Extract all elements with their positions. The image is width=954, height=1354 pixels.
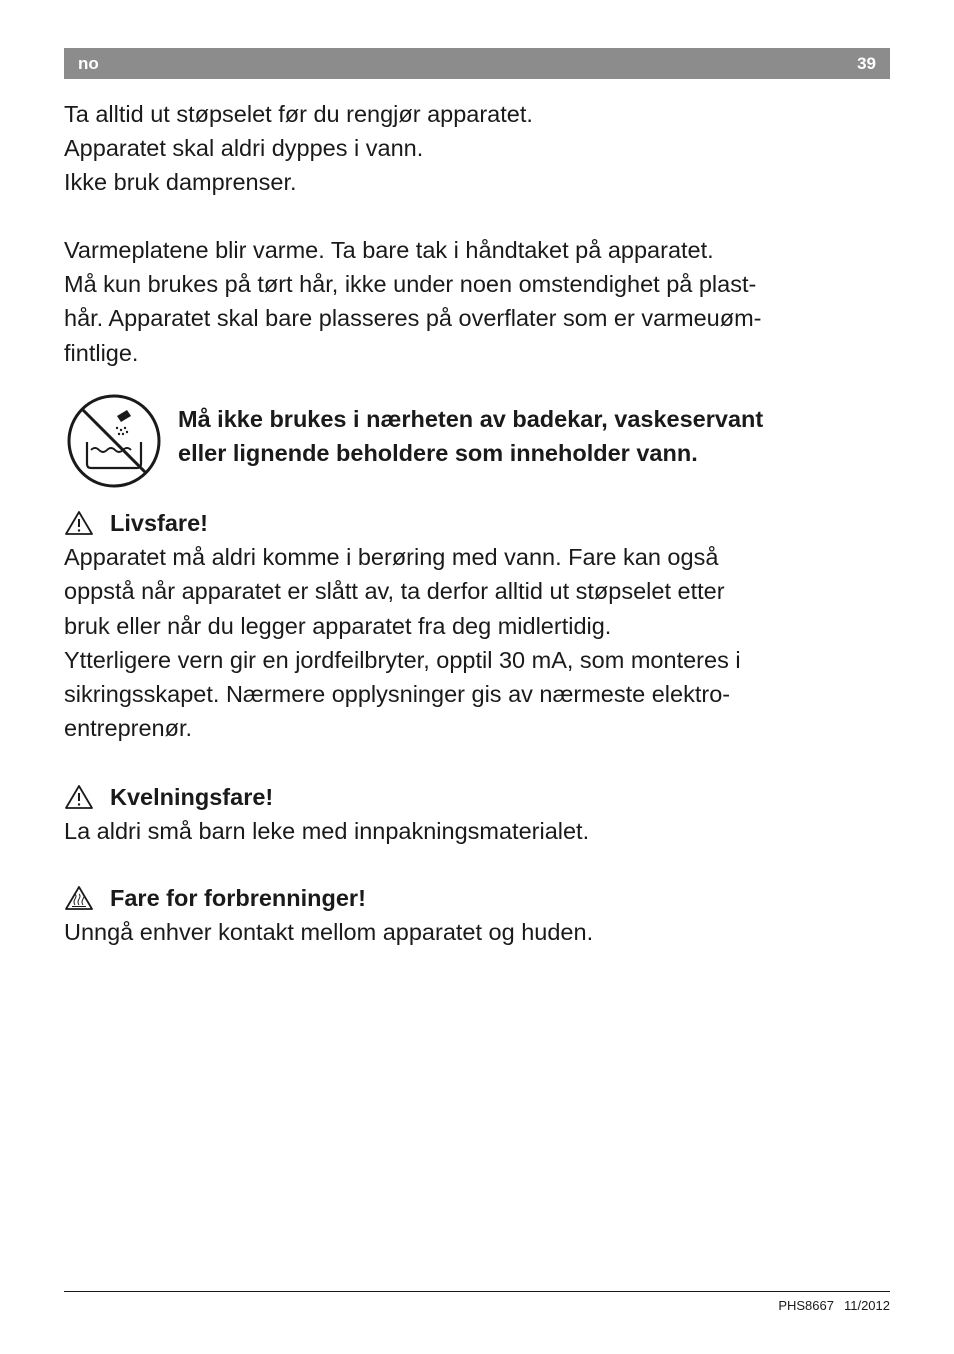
danger-section (64, 506, 890, 745)
suffocation-heading (64, 780, 890, 814)
page-number: 39 (857, 54, 876, 73)
header-bar (64, 48, 890, 79)
danger-heading (64, 506, 890, 540)
text-line: Apparatet skal aldri dyppes i vann. (64, 135, 424, 162)
print-date: 11/2012 (843, 1298, 890, 1313)
text-line: Må kun brukes på tørt hår, ikke under noen omstendighet på plast- (64, 271, 757, 298)
no-water-bath-icon (65, 392, 163, 490)
suffocation-title: Kvelningsfare! (110, 784, 274, 810)
text-line: Må ikke brukes i nærheten av badekar, vaskeservant (178, 406, 764, 432)
text-line: Varmeplatene blir varme. Ta bare tak i håndtaket på apparatet. (64, 237, 714, 263)
burns-heading (64, 881, 890, 915)
text-line: Ta alltid ut støpselet før du rengjør apparatet. (64, 101, 533, 127)
intro-paragraph (64, 97, 890, 200)
text-line: bruk eller når du legger apparatet fra deg midlertidig. (64, 612, 612, 639)
text-line: entreprenør. (64, 715, 193, 742)
text-line: Ikke bruk damprenser. (64, 169, 297, 196)
footer (778, 1298, 890, 1313)
text-line: La aldri små barn leke med innpakningsmaterialet. (64, 818, 590, 845)
water-warning-text (178, 402, 890, 470)
burns-title: Fare for forbrenninger! (110, 885, 366, 911)
burns-section (64, 881, 890, 949)
warning-triangle-icon (64, 784, 94, 810)
text-line: hår. Apparatet skal bare plasseres på overflater som er varmeuøm- (64, 305, 762, 332)
text-line: sikringsskapet. Nærmere opplysninger gis av nærmeste elektro- (64, 681, 731, 708)
suffocation-section (64, 780, 890, 848)
hot-surface-warning-icon (64, 885, 94, 911)
warning-triangle-icon (64, 510, 94, 536)
model-number: PHS8667 (778, 1298, 834, 1313)
heat-paragraph (64, 233, 890, 370)
text-line: fintlige. (64, 339, 139, 366)
text-line: Unngå enhver kontakt mellom apparatet og huden. (64, 919, 594, 946)
text-line: Apparatet må aldri komme i berøring med vann. Fare kan også (64, 544, 719, 571)
footer-divider (64, 1291, 890, 1292)
danger-title: Livsfare! (110, 510, 208, 536)
text-line: oppstå når apparatet er slått av, ta derfor alltid ut støpselet etter (64, 578, 725, 605)
text-line: eller lignende beholdere som inneholder vann. (178, 440, 698, 467)
text-line: Ytterligere vern gir en jordfeilbryter, opptil 30 mA, som monteres i (64, 646, 741, 673)
language-code: no (78, 54, 99, 73)
